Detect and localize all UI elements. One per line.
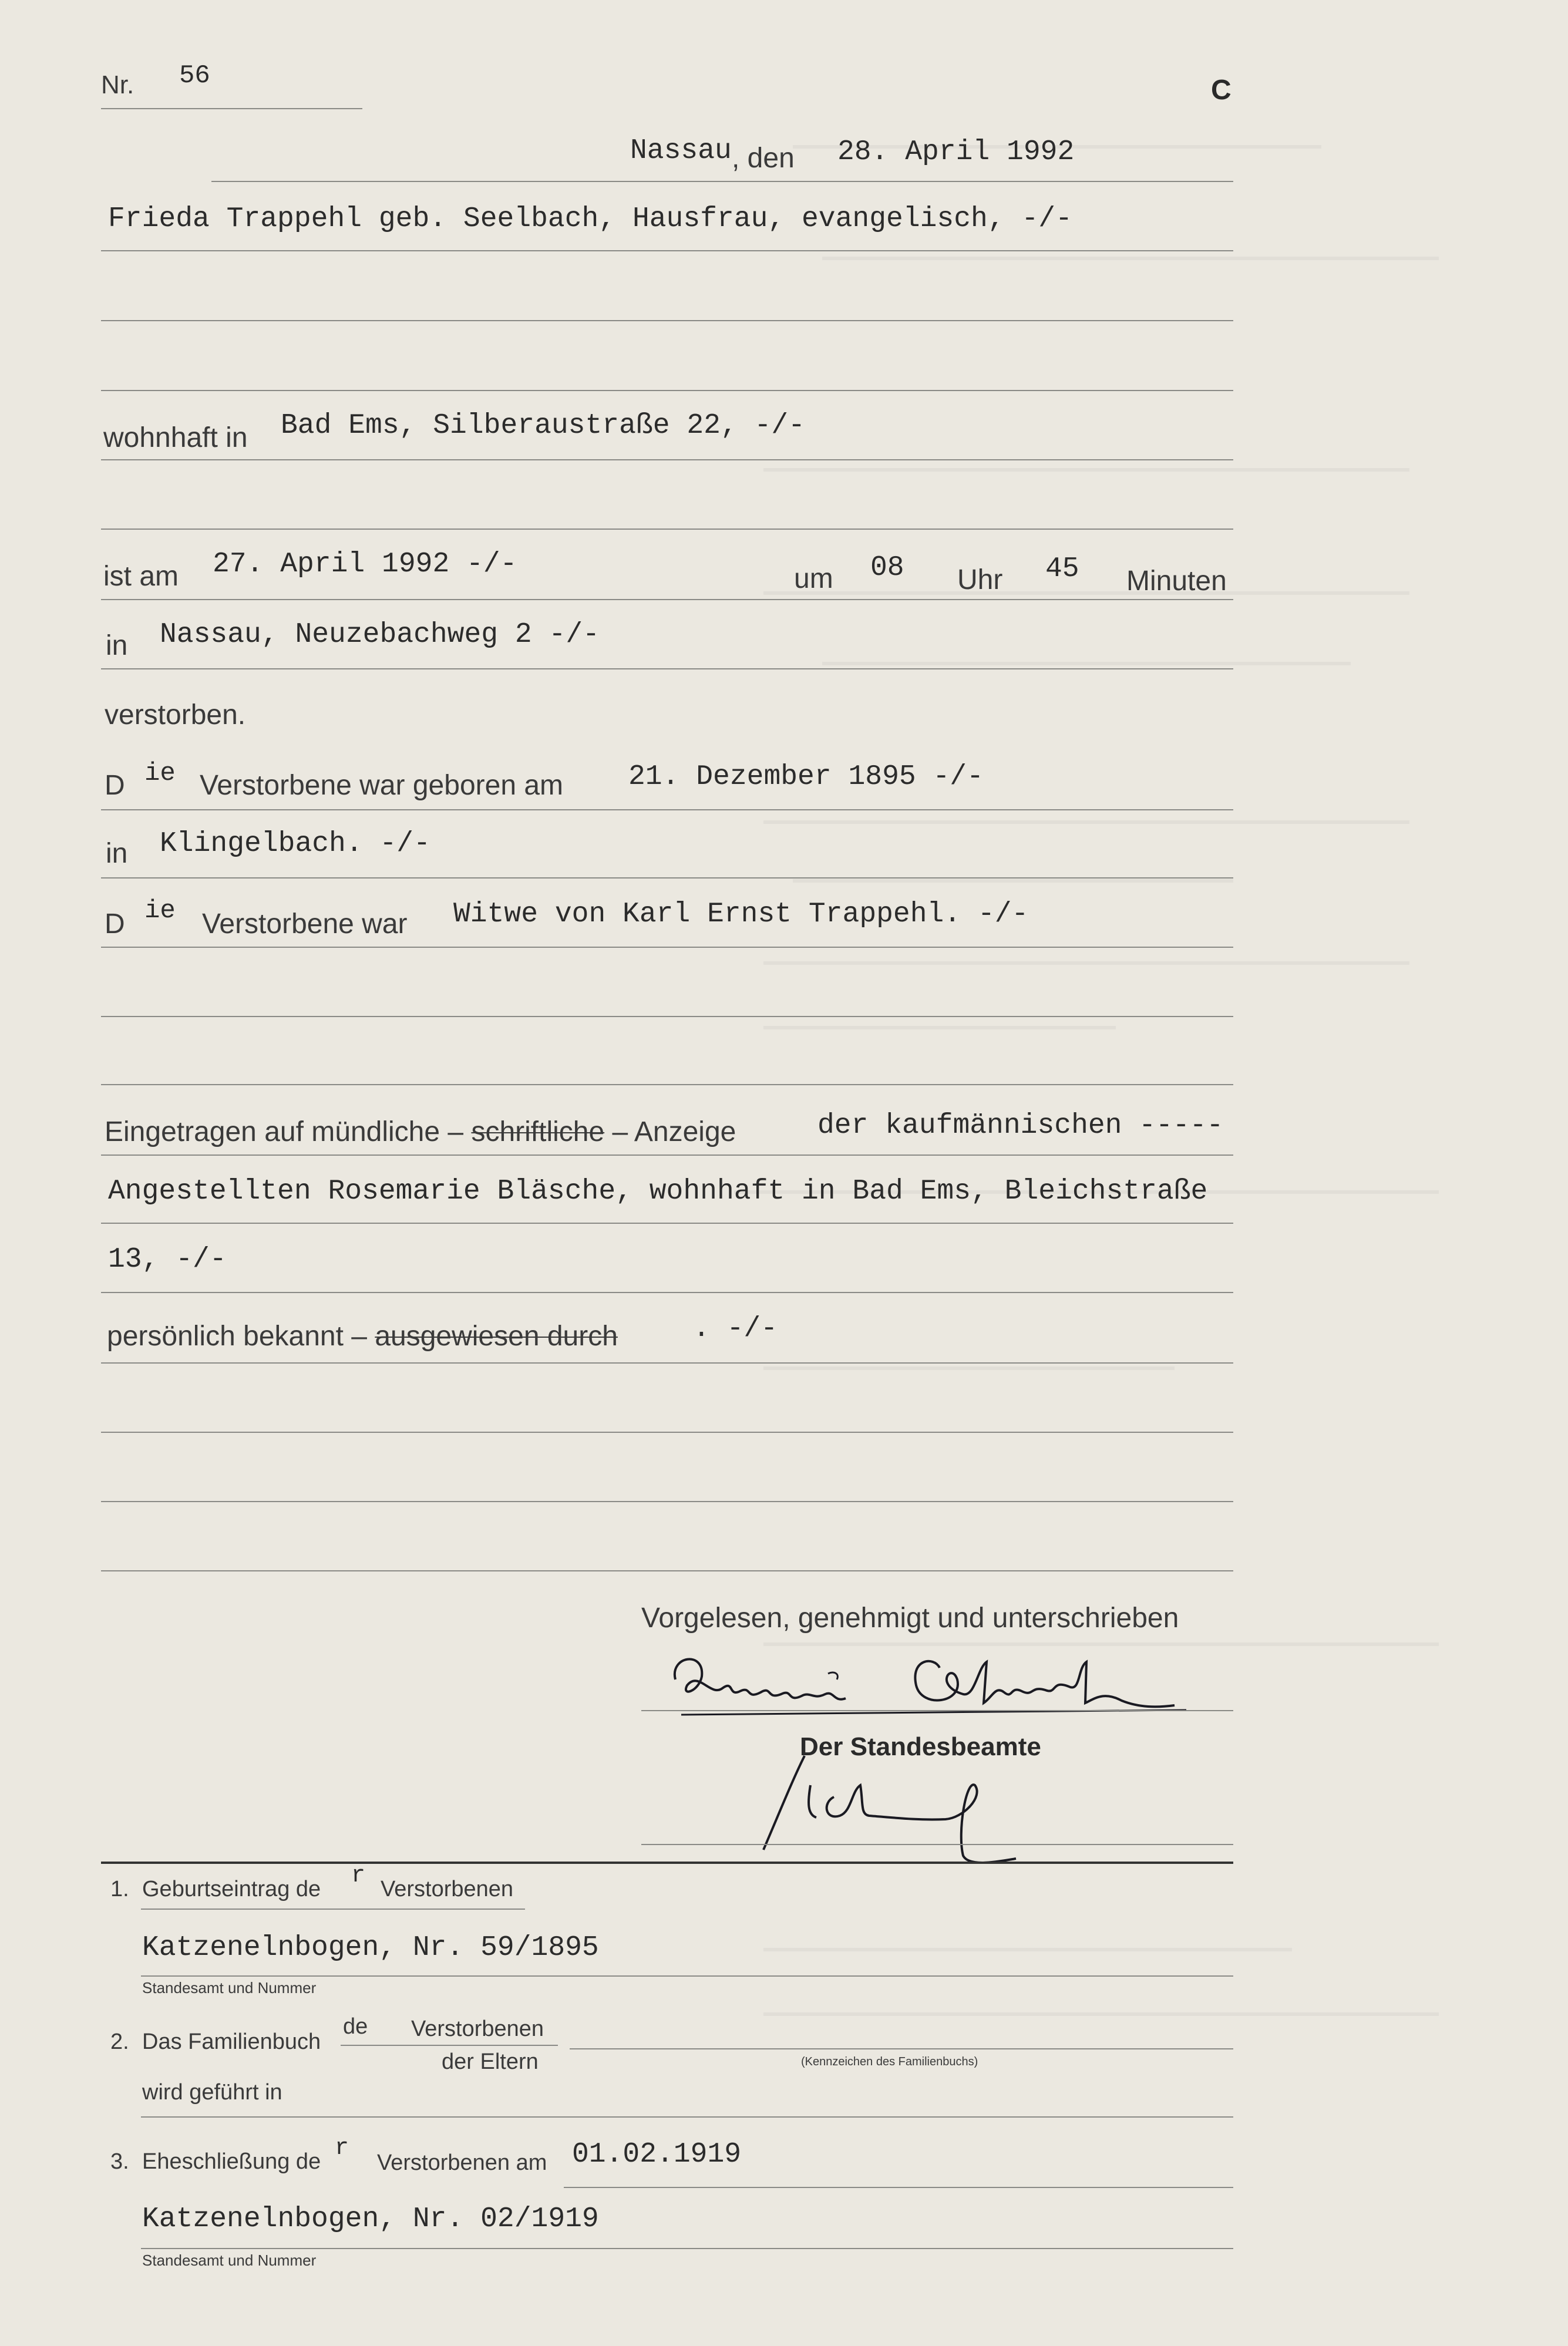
birth-place: Klingelbach. -/- bbox=[160, 828, 430, 860]
note-2-option-b: der Eltern bbox=[442, 2049, 539, 2074]
rule-4 bbox=[101, 459, 1233, 460]
rule-13 bbox=[101, 1155, 1233, 1156]
rule-18 bbox=[101, 1501, 1233, 1502]
nr-underline bbox=[101, 108, 362, 109]
header-den-label: , den bbox=[732, 143, 795, 174]
note-2-option-divider bbox=[341, 2045, 558, 2046]
rule-17 bbox=[101, 1432, 1233, 1433]
rule-9 bbox=[101, 877, 1233, 879]
rule-10 bbox=[101, 947, 1233, 948]
status-d-label: D bbox=[105, 908, 125, 940]
uhr-label: Uhr bbox=[957, 564, 1003, 595]
rule-16 bbox=[101, 1362, 1233, 1364]
note-1-label-b: Verstorbenen bbox=[381, 1877, 514, 1901]
status-ie-suffix: ie bbox=[144, 896, 176, 925]
registrar-label: Der Standesbeamte bbox=[800, 1732, 1041, 1761]
note-1-caption: Standesamt und Nummer bbox=[142, 1979, 317, 1997]
note-1-value: Katzenelnbogen, Nr. 59/1895 bbox=[142, 1932, 599, 1964]
um-label: um bbox=[794, 563, 833, 594]
verstorben-label: verstorben. bbox=[105, 699, 246, 731]
note-2-number: 2. bbox=[110, 2029, 129, 2054]
person-line-1: Frieda Trappehl geb. Seelbach, Hausfrau, evangelisch, -/- bbox=[108, 203, 1072, 235]
informant-signature-line bbox=[641, 1710, 1233, 1711]
header-underline bbox=[211, 181, 1233, 182]
note-1-superscript: r bbox=[351, 1863, 366, 1889]
rule-19 bbox=[101, 1570, 1233, 1571]
death-minutes: 45 bbox=[1045, 553, 1079, 585]
death-place: Nassau, Neuzebachweg 2 -/- bbox=[160, 619, 600, 651]
note-3-label-b: Verstorbenen am bbox=[377, 2150, 547, 2175]
header-place: Nassau bbox=[630, 135, 732, 167]
eingetragen-struck: schriftliche bbox=[471, 1116, 605, 1147]
rule-5 bbox=[101, 529, 1233, 530]
birth-date: 21. Dezember 1895 -/- bbox=[628, 761, 984, 793]
rule-7 bbox=[101, 668, 1233, 669]
note-1-label-a: Geburtseintrag de bbox=[142, 1877, 321, 1901]
eingetragen-prefix: Eingetragen auf mündliche – bbox=[105, 1116, 464, 1147]
informant-line-1: der kaufmännischen ----- bbox=[817, 1110, 1224, 1142]
birth-d-label: D bbox=[105, 770, 125, 801]
note-3-value: Katzenelnbogen, Nr. 02/1919 bbox=[142, 2203, 599, 2235]
identity-label bbox=[107, 1320, 618, 1352]
note-2-option-a: Verstorbenen bbox=[411, 2017, 544, 2041]
note-3-superscript: r bbox=[335, 2135, 349, 2162]
note-2-second-line bbox=[141, 2116, 1233, 2118]
rule-14 bbox=[101, 1223, 1233, 1224]
rule-1 bbox=[101, 250, 1233, 251]
status-value: Witwe von Karl Ernst Trappehl. -/- bbox=[453, 898, 1029, 930]
eingetragen-suffix: – Anzeige bbox=[612, 1116, 736, 1147]
rule-3 bbox=[101, 390, 1233, 391]
note-2-value-line bbox=[570, 2048, 1233, 2049]
note-2-caption: (Kennzeichen des Familienbuchs) bbox=[801, 2055, 978, 2068]
nr-value: 56 bbox=[179, 61, 210, 90]
death-date: 27. April 1992 -/- bbox=[213, 548, 517, 580]
nr-label: Nr. bbox=[101, 70, 134, 99]
note-2-label: Das Familienbuch bbox=[142, 2029, 321, 2054]
ist-am-label: ist am bbox=[103, 561, 179, 592]
header-date: 28. April 1992 bbox=[837, 136, 1075, 168]
informant-line-3: 13, -/- bbox=[108, 1244, 227, 1275]
note-1-number: 1. bbox=[110, 1877, 129, 1901]
rule-15 bbox=[101, 1292, 1233, 1293]
note-2-label-2: wird geführt in bbox=[142, 2080, 282, 2105]
note-1-label-underline bbox=[141, 1909, 525, 1910]
birth-ie-suffix: ie bbox=[144, 759, 176, 788]
informant-line-2: Angestellten Rosemarie Bläsche, wohnhaft in Bad Ems, Bleichstraße bbox=[108, 1176, 1208, 1207]
note-3-number: 3. bbox=[110, 2149, 129, 2174]
rule-6 bbox=[101, 599, 1233, 600]
notes-separator bbox=[101, 1862, 1233, 1864]
note-2-option-a-prefix: de bbox=[343, 2014, 368, 2039]
note-3-date-line bbox=[564, 2187, 1233, 2188]
status-war-label: Verstorbene war bbox=[202, 908, 408, 940]
form-letter: C bbox=[1211, 75, 1231, 106]
informant-signature bbox=[658, 1644, 1198, 1726]
read-label: Vorgelesen, genehmigt und unterschrieben bbox=[641, 1603, 1179, 1634]
rule-8 bbox=[101, 809, 1233, 810]
identity-value: . -/- bbox=[693, 1313, 778, 1345]
note-3-date: 01.02.1919 bbox=[572, 2139, 742, 2170]
wohnhaft-label: wohnhaft in bbox=[103, 422, 248, 453]
rule-2 bbox=[101, 320, 1233, 321]
geboren-label: Verstorbene war geboren am bbox=[200, 770, 564, 801]
note-3-label-a: Eheschließung de bbox=[142, 2149, 321, 2174]
identity-struck: ausgewiesen durch bbox=[375, 1321, 618, 1352]
identity-prefix: persönlich bekannt – bbox=[107, 1321, 367, 1352]
rule-11 bbox=[101, 1016, 1233, 1017]
note-3-value-line bbox=[141, 2248, 1233, 2249]
note-3-caption: Standesamt und Nummer bbox=[142, 2251, 317, 2269]
death-hour: 08 bbox=[870, 552, 904, 584]
death-in-label: in bbox=[106, 630, 128, 661]
wohnhaft-value: Bad Ems, Silberaustraße 22, -/- bbox=[281, 410, 805, 442]
eingetragen-label bbox=[105, 1116, 736, 1148]
minuten-label: Minuten bbox=[1126, 566, 1227, 597]
registrar-signature bbox=[752, 1750, 1034, 1867]
birth-in-label: in bbox=[106, 838, 128, 869]
registrar-signature-line bbox=[641, 1844, 1233, 1845]
rule-12 bbox=[101, 1084, 1233, 1085]
note-1-value-line bbox=[141, 1975, 1233, 1977]
